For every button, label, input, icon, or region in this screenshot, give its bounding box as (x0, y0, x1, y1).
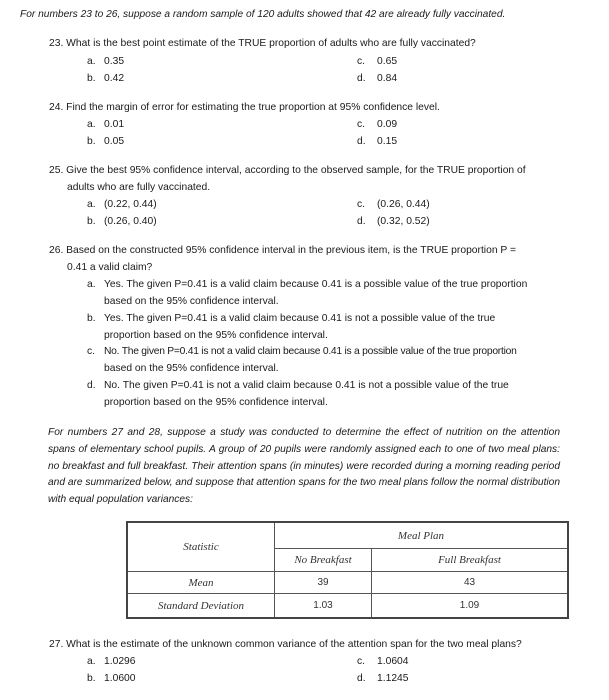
q26-option-d-line1: No. The given P=0.41 is not a valid claim because 0.41 is not a possible value of the true (104, 380, 509, 391)
meal-plan-header: Meal Plan (275, 523, 568, 549)
q24-option-d-letter: d. (357, 136, 366, 147)
q25-option-b: (0.26, 0.40) (104, 216, 157, 227)
q25-option-c: (0.26, 0.44) (377, 199, 430, 210)
q27-option-d: 1.1245 (377, 673, 409, 684)
q25-option-a-letter: a. (87, 199, 96, 210)
q27-option-c: 1.0604 (377, 656, 409, 667)
table-row (128, 594, 568, 618)
q26-option-c-line1: No. The given P=0.41 is not a valid claim because 0.41 is a possible value of the true proportion (104, 346, 517, 357)
q26-option-d-line2: proportion based on the 95% confidence interval. (104, 397, 328, 408)
q25-option-d: (0.32, 0.52) (377, 216, 430, 227)
row-label-mean: Mean (128, 572, 275, 594)
q24-option-a: 0.01 (104, 119, 125, 130)
q26-option-a-line1: Yes. The given P=0.41 is a valid claim because 0.41 is a possible value of the true proportion (104, 279, 528, 290)
q24-option-b: 0.05 (104, 136, 125, 147)
q23-option-c: 0.65 (377, 56, 398, 67)
q26-option-b-line1: Yes. The given P=0.41 is a valid claim because 0.41 is not a possible value of the true (104, 313, 496, 324)
q24-option-c-letter: c. (357, 119, 366, 130)
q27-option-c-letter: c. (357, 656, 366, 667)
q23-option-b: 0.42 (104, 73, 125, 84)
q26-option-d-letter: d. (87, 380, 96, 391)
q24-option-d: 0.15 (377, 136, 398, 147)
q26-option-a-letter: a. (87, 279, 96, 290)
q26-option-b-letter: b. (87, 313, 96, 324)
question-24-stem: 24. Find the margin of error for estimating the true proportion at 95% confidence level. (49, 102, 440, 113)
q27-option-b-letter: b. (87, 673, 96, 684)
question-26-stem-line2: 0.41 a valid claim? (67, 262, 153, 273)
row-label-std-dev: Standard Deviation (128, 594, 275, 618)
q23-option-b-letter: b. (87, 73, 96, 84)
q25-option-a: (0.22, 0.44) (104, 199, 157, 210)
q23-option-d-letter: d. (357, 73, 366, 84)
question-23-stem: 23. What is the best point estimate of the TRUE proportion of adults who are fully vaccinated? (49, 38, 476, 49)
q25-option-d-letter: d. (357, 216, 366, 227)
question-27-stem: 27. What is the estimate of the unknown common variance of the attention span for the two meal plans? (49, 639, 522, 650)
q27-option-a: 1.0296 (104, 656, 136, 667)
question-25-stem-line2: adults who are fully vaccinated. (67, 182, 211, 193)
q26-option-b-line2: proportion based on the 95% confidence interval. (104, 330, 328, 341)
q27-option-a-letter: a. (87, 656, 96, 667)
q27-option-d-letter: d. (357, 673, 366, 684)
q26-option-c-line2: based on the 95% confidence interval. (104, 363, 279, 374)
no-breakfast-header: No Breakfast (275, 549, 372, 572)
q23-option-a: 0.35 (104, 56, 125, 67)
q23-option-a-letter: a. (87, 56, 96, 67)
full-breakfast-header: Full Breakfast (372, 549, 568, 572)
statistic-header: Statistic (128, 523, 275, 572)
q27-option-b: 1.0600 (104, 673, 136, 684)
sd-full-breakfast: 1.09 (372, 594, 568, 618)
q24-option-c: 0.09 (377, 119, 398, 130)
q24-option-b-letter: b. (87, 136, 96, 147)
q23-option-c-letter: c. (357, 56, 366, 67)
sd-no-breakfast: 1.03 (275, 594, 372, 618)
mean-full-breakfast: 43 (372, 572, 568, 594)
intro-27-28: For numbers 27 and 28, suppose a study was conducted to determine the effect of nutrition on the attention spans of elementary school pupils. A group of 20 pupils were randomly assigned each to one of two meal plans: no breakfast and full breakfast. Their attention spans (in minutes) were recorded during a morning reading period and are summarized below, and suppose that attention spans for the two meal plans follow the normal distribution with equal population variances: (48, 427, 560, 506)
q25-option-b-letter: b. (87, 216, 96, 227)
q25-option-c-letter: c. (357, 199, 366, 210)
intro-23-26: For numbers 23 to 26, suppose a random sample of 120 adults showed that 42 are already fully vaccinated. (20, 9, 506, 20)
q26-option-a-line2: based on the 95% confidence interval. (104, 296, 279, 307)
q23-option-d: 0.84 (377, 73, 398, 84)
mean-no-breakfast: 39 (275, 572, 372, 594)
q26-option-c-letter: c. (87, 346, 96, 357)
q24-option-a-letter: a. (87, 119, 96, 130)
question-26-stem-line1: 26. Based on the constructed 95% confidence interval in the previous item, is the TRUE proportion P = (49, 245, 516, 256)
table-row (128, 572, 568, 594)
attention-span-table (127, 522, 568, 618)
question-25-stem-line1: 25. Give the best 95% confidence interval, according to the observed sample, for the TRUE proportion of (49, 165, 526, 176)
